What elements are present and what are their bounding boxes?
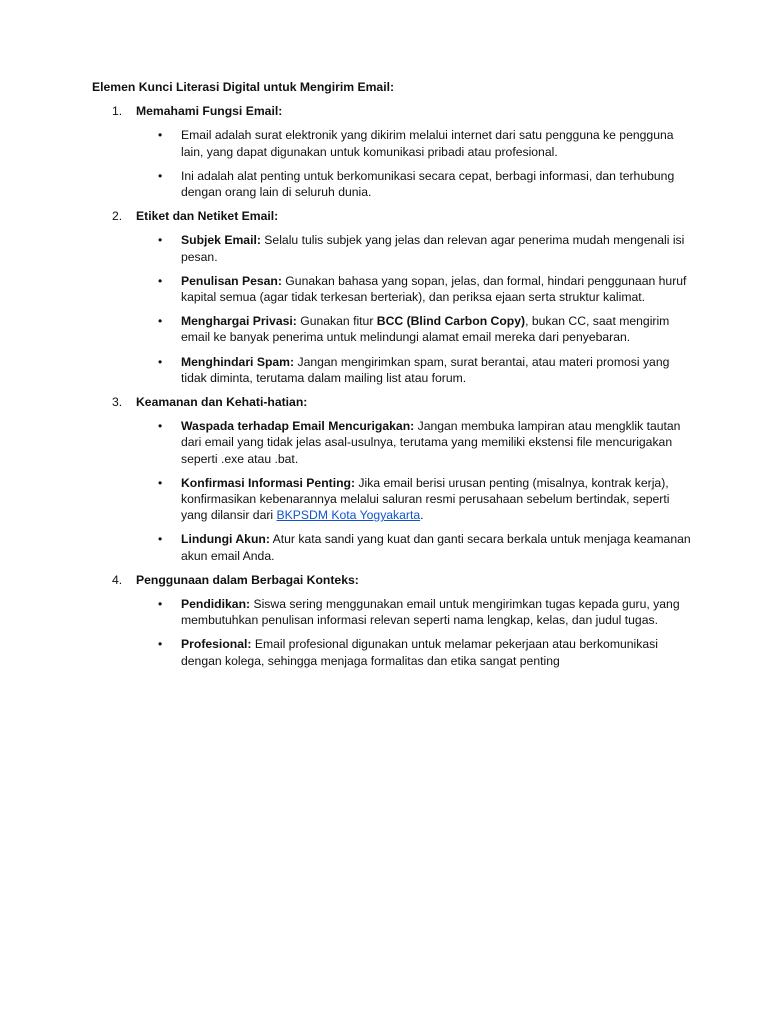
bullet-label: Konfirmasi Informasi Penting: [181,475,356,490]
bullet-text: Gunakan fitur [296,314,377,329]
list-item [92,475,692,524]
bullet-icon: • [158,273,163,288]
list-item [92,596,692,628]
bullet-icon: • [158,168,163,183]
section-heading [92,103,692,119]
section-heading [92,394,692,410]
list-item [92,232,692,264]
list-item [92,168,692,200]
bullet-text: Jangan mengirimkan spam, surat berantai, atau materi promosi yang tidak diminta, terutama dalam mailing list atau forum. [181,354,670,385]
bullet-label: Menghindari Spam: [181,354,295,369]
bullet-label: Penulisan Pesan: [181,273,282,288]
bkpsdm-link[interactable]: BKPSDM Kota Yogyakarta [276,508,421,523]
list-item [92,127,692,159]
bullet-text: Email adalah surat elektronik yang dikirim melalui internet dari satu pengguna ke pengguna lain, yang dapat digunakan untuk komunikasi pribadi atau profesional. [181,128,674,159]
section-number: 1. [112,104,123,119]
document-body [92,79,692,677]
bullet-icon: • [158,637,163,652]
bullet-text: Siswa sering menggunakan email untuk mengirimkan tugas kepada guru, yang membutuhkan penulisan informasi relevan seperti nama lengkap, kelas, dan judul tugas. [181,597,680,628]
bullet-text-after: , bukan CC, saat mengirim email ke banyak penerima untuk melindungi alamat email mereka dari penyebaran. [181,314,670,345]
bullet-text: Selalu tulis subjek yang jelas dan relevan agar penerima mudah mengenali isi pesan. [181,233,685,264]
section-heading-text: Keamanan dan Kehati-hatian: [136,395,308,410]
section-heading [92,208,692,224]
bullet-list [92,596,692,669]
bullet-icon: • [158,475,163,490]
bullet-list [92,418,692,564]
bullet-text: Jangan membuka lampiran atau mengklik tautan dari email yang tidak jelas asal-usulnya, terutama yang memiliki ekstensi file mencurigakan seperti .exe atau .bat. [181,419,681,466]
bullet-icon: • [158,419,163,434]
section-3 [92,394,692,564]
section-heading [92,572,692,588]
bullet-label: Subjek Email: [181,233,261,248]
list-item [92,273,692,305]
bullet-list [92,127,692,200]
section-2 [92,208,692,386]
section-heading-text: Etiket dan Netiket Email: [136,209,279,224]
bullet-list [92,232,692,386]
bullet-text: Email profesional digunakan untuk melamar pekerjaan atau berkomunikasi dengan kolega, sehingga menjaga formalitas dan etika sangat penting [181,637,658,668]
bullet-icon: • [158,128,163,143]
list-item [92,636,692,668]
list-item [92,418,692,467]
bullet-icon: • [158,233,163,248]
bullet-text: Gunakan bahasa yang sopan, jelas, dan formal, hindari penggunaan huruf kapital semua (agar tidak terkesan berteriak), dan periksa ejaan serta struktur kalimat. [181,273,687,305]
section-number: 4. [112,572,123,587]
list-item [92,531,692,563]
section-1 [92,103,692,200]
bullet-text: Ini adalah alat penting untuk berkomunikasi secara cepat, berbagi informasi, dan terhubung dengan orang lain di seluruh dunia. [181,168,675,200]
bullet-text-after: . [420,508,424,523]
list-item [92,354,692,386]
bullet-label: Menghargai Privasi: [181,314,297,329]
bullet-icon: • [158,532,163,547]
section-number: 3. [112,395,123,410]
bullet-icon: • [158,354,163,369]
bullet-label: Pendidikan: [181,597,251,612]
bullet-text: Atur kata sandi yang kuat dan ganti secara berkala untuk menjaga keamanan akun email Anda. [181,532,691,563]
bullet-label: Profesional: [181,637,252,652]
section-4 [92,572,692,669]
section-heading-text: Memahami Fungsi Email: [136,104,283,119]
section-heading-text: Penggunaan dalam Berbagai Konteks: [136,572,359,587]
list-item [92,313,692,345]
section-number: 2. [112,209,123,224]
bullet-icon: • [158,597,163,612]
bullet-icon: • [158,314,163,329]
bullet-label: Waspada terhadap Email Mencurigakan: [181,419,415,434]
bullet-label: Lindungi Akun: [181,532,270,547]
document-title: Elemen Kunci Literasi Digital untuk Mengirim Email: [92,80,395,94]
bullet-emphasis: BCC (Blind Carbon Copy) [376,314,526,329]
bullet-text: Jika email berisi urusan penting (misalnya, kontrak kerja), konfirmasikan kebenarannya melalui saluran resmi perusahaan sebelum bertindak, seperti yang dilansir dari [181,475,670,523]
